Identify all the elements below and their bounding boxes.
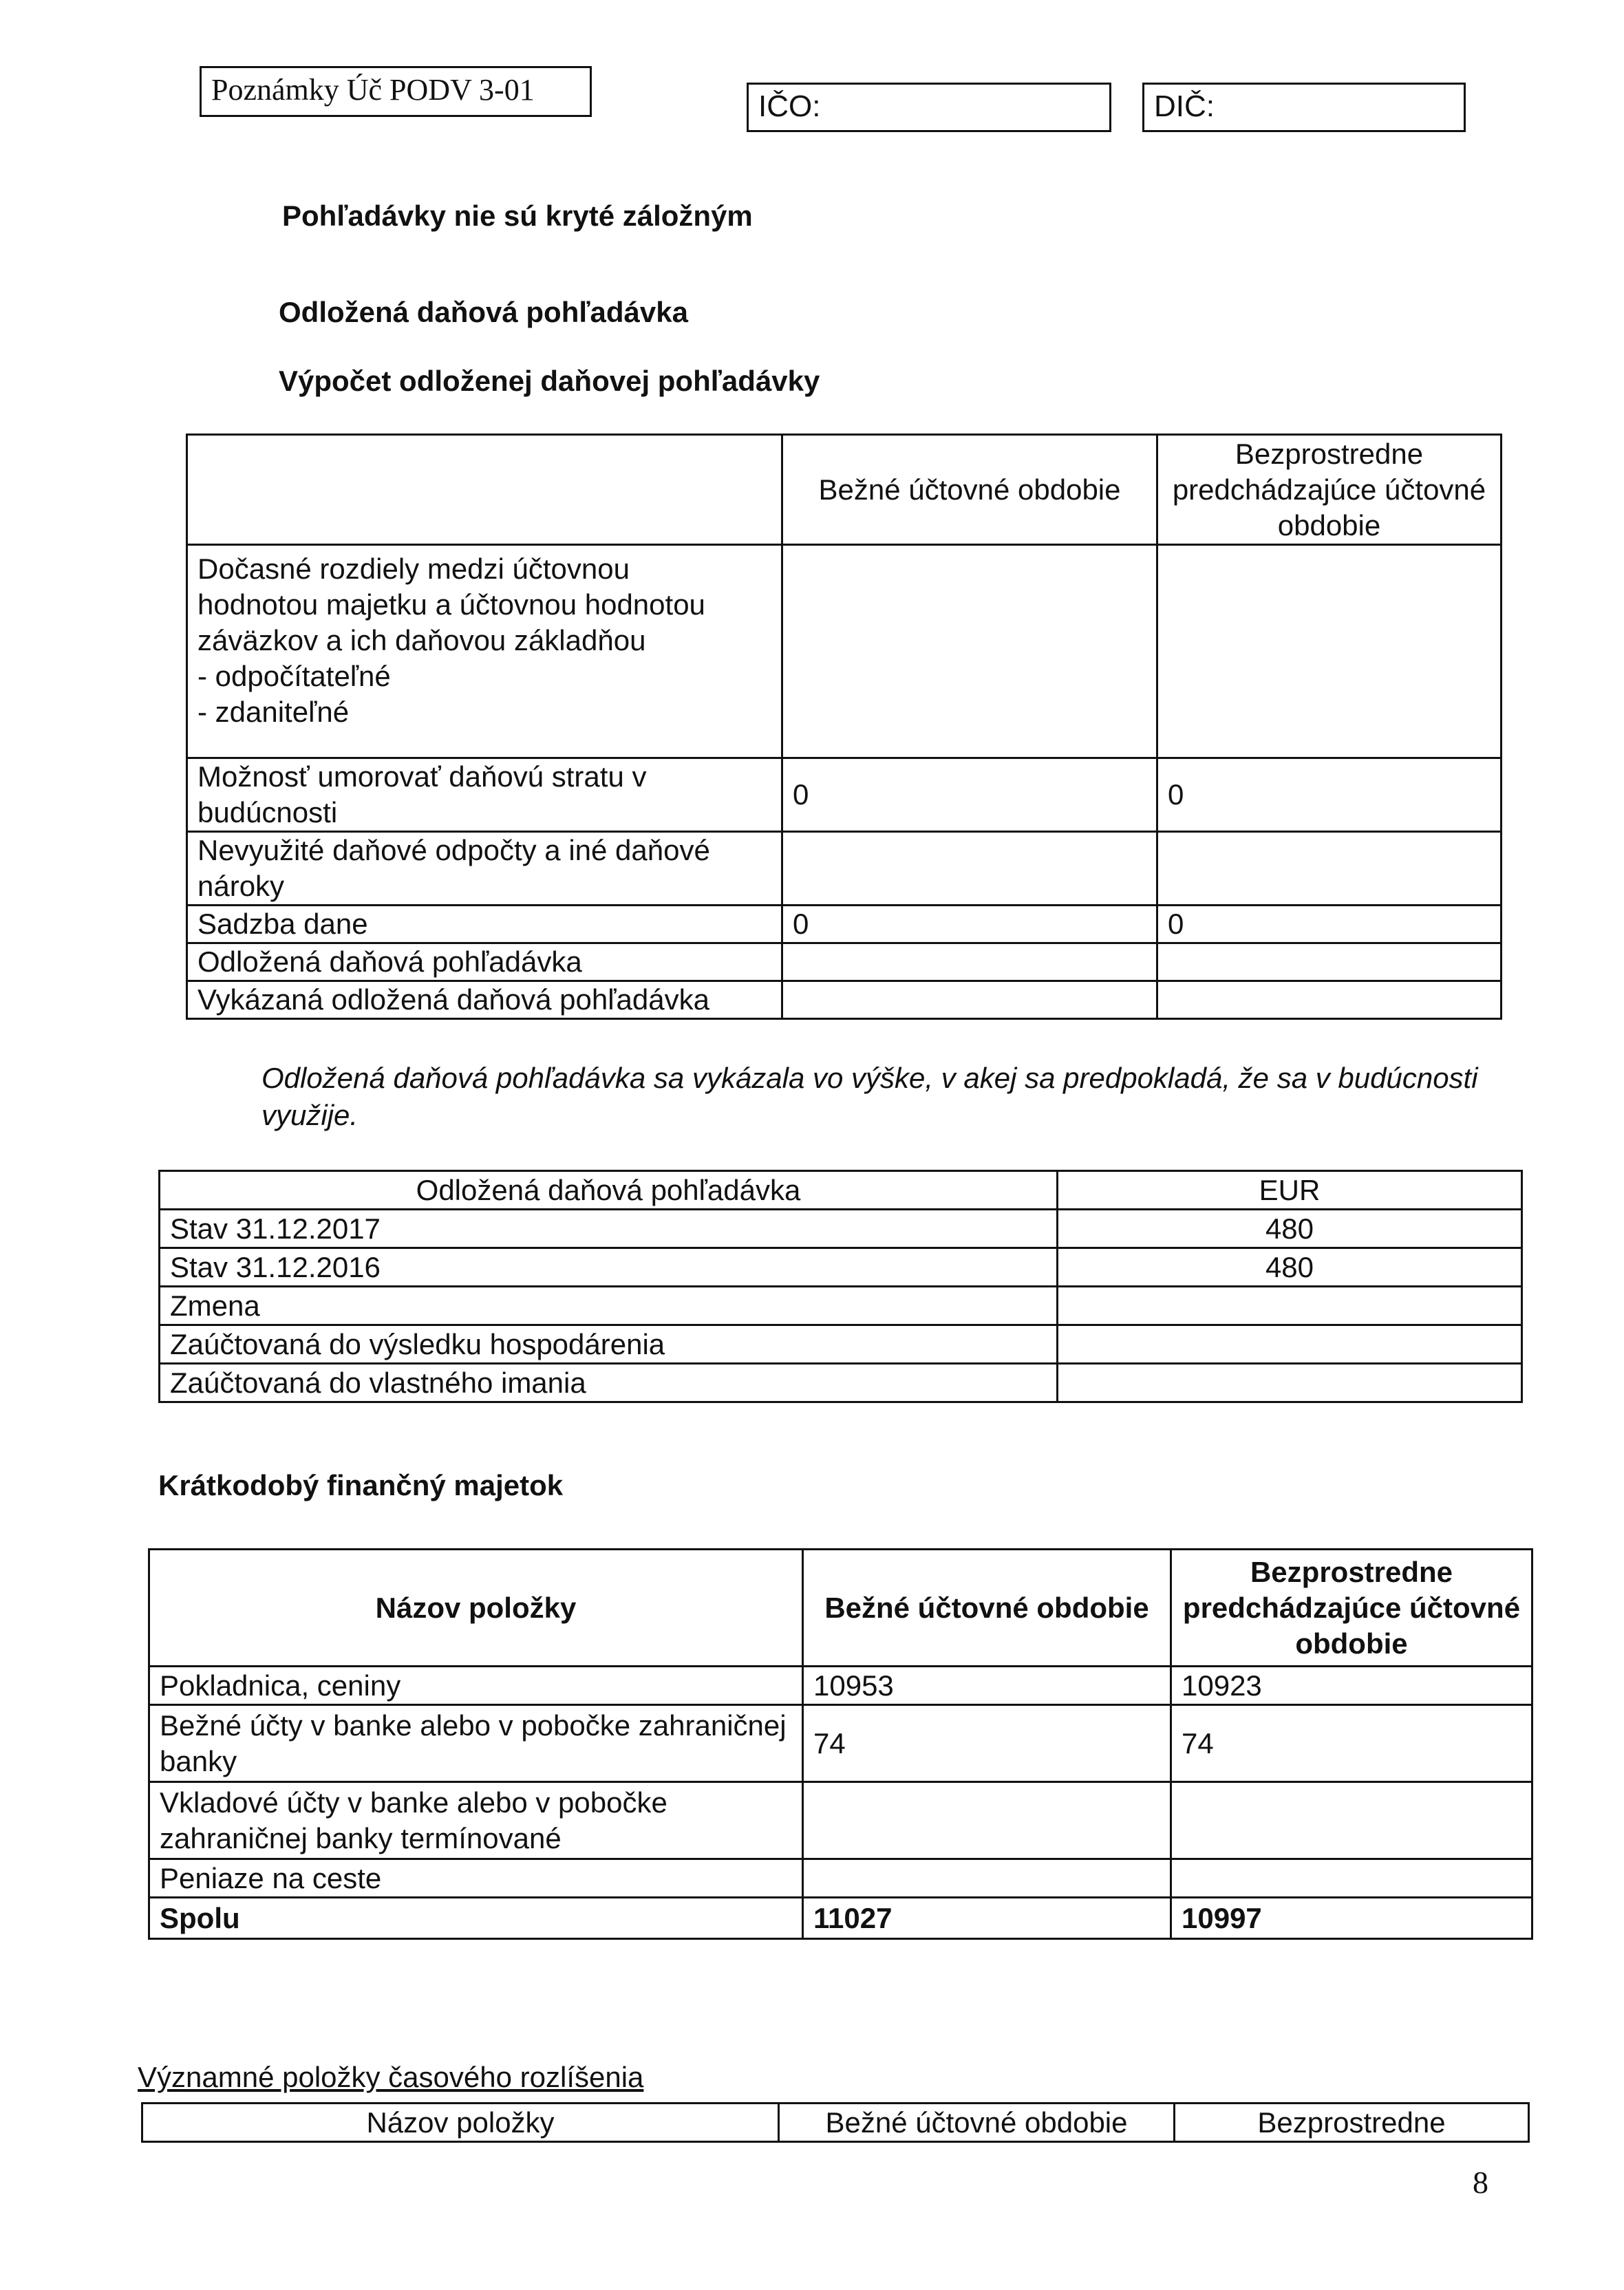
total-previous: 10997 (1171, 1898, 1532, 1939)
table-row (160, 1248, 1522, 1287)
row-value (1058, 1325, 1522, 1364)
row-current (803, 1782, 1171, 1859)
form-label-box (200, 66, 592, 117)
header-item-name: Názov položky (142, 2104, 779, 2142)
row-label: Nevyužité daňové odpočty a iné daňové nároky (187, 832, 782, 906)
table-header-row (149, 1550, 1532, 1667)
temp-diff-line: hodnotou majetku a účtovnou hodnotou (197, 588, 705, 621)
row-current (782, 832, 1157, 906)
row-label: Možnosť umorovať daňovú stratu v budúcnosti (187, 758, 782, 832)
header-empty-cell (187, 435, 782, 545)
heading-short-term-assets: Krátkodobý finančný majetok (158, 1469, 564, 1501)
row-current: 10953 (803, 1667, 1171, 1705)
row-label: Vykázaná odložená daňová pohľadávka (187, 981, 782, 1019)
form-label: Poznámky Úč PODV 3-01 (211, 73, 535, 107)
header-item: Odložená daňová pohľadávka (160, 1171, 1058, 1210)
row-value: 480 (1058, 1248, 1522, 1287)
heading-deferred-tax-receivable: Odložená daňová pohľadávka (279, 296, 688, 328)
header-current-period: Bežné účtovné obdobie (803, 1550, 1171, 1667)
row-label: Zaúčtovaná do vlastného imania (160, 1364, 1058, 1402)
table-row (187, 943, 1502, 981)
table-row (160, 1325, 1522, 1364)
table-row (149, 1667, 1532, 1705)
table-row (149, 1859, 1532, 1898)
header-previous-period: Bezprostredne (1175, 2104, 1529, 2142)
row-label: Stav 31.12.2016 (160, 1248, 1058, 1287)
table-row (160, 1364, 1522, 1402)
row-value (1058, 1287, 1522, 1325)
row-label: Zmena (160, 1287, 1058, 1325)
dic-label: DIČ: (1154, 89, 1215, 123)
total-row (149, 1898, 1532, 1939)
row-current: 0 (782, 906, 1157, 943)
heading-accruals: Významné položky časového rozlíšenia (138, 2061, 644, 2093)
table-row (149, 1705, 1532, 1782)
header-current-period: Bežné účtovné obdobie (782, 435, 1157, 545)
temp-diff-line: záväzkov a ich daňovou základňou (197, 624, 646, 656)
temp-diff-previous (1157, 545, 1502, 758)
row-label: Pokladnica, ceniny (149, 1667, 803, 1705)
ico-label: IČO: (758, 89, 821, 123)
total-label: Spolu (149, 1898, 803, 1939)
ico-field[interactable] (747, 83, 1111, 132)
table-header-row (160, 1171, 1522, 1210)
row-value (1058, 1364, 1522, 1402)
temp-diff-cell (187, 545, 782, 758)
deferred-tax-calc-table (186, 434, 1502, 1020)
dic-field[interactable] (1142, 83, 1466, 132)
row-value: 480 (1058, 1210, 1522, 1248)
page-number: 8 (1473, 2165, 1488, 2200)
table-header-row (187, 435, 1502, 545)
row-previous (1171, 1859, 1532, 1898)
row-previous (1157, 832, 1502, 906)
row-previous (1157, 943, 1502, 981)
temp-diff-line: - zdaniteľné (197, 696, 350, 728)
row-label: Sadzba dane (187, 906, 782, 943)
table-row (187, 758, 1502, 832)
heading-receivables-not-secured: Pohľadávky nie sú kryté záložným (282, 200, 753, 232)
table-row (187, 981, 1502, 1019)
row-previous: 0 (1157, 758, 1502, 832)
table-row (187, 545, 1502, 758)
row-label: Peniaze na ceste (149, 1859, 803, 1898)
row-label: Bežné účty v banke alebo v pobočke zahraničnej banky (149, 1705, 803, 1782)
row-previous (1171, 1782, 1532, 1859)
row-current: 74 (803, 1705, 1171, 1782)
header-previous-period: Bezprostredne predchádzajúce účtovné obdobie (1157, 435, 1502, 545)
accruals-table (141, 2102, 1530, 2143)
temp-diff-current (782, 545, 1157, 758)
row-label: Stav 31.12.2017 (160, 1210, 1058, 1248)
temp-diff-line: Dočasné rozdiely medzi účtovnou (197, 553, 630, 585)
header-current-period: Bežné účtovné obdobie (779, 2104, 1175, 2142)
short-term-assets-table (148, 1548, 1533, 1940)
table-row (160, 1210, 1522, 1248)
table-header-row (142, 2104, 1529, 2142)
row-current (782, 981, 1157, 1019)
table-row (187, 832, 1502, 906)
deferred-tax-note: Odložená daňová pohľadávka sa vykázala vo výške, v akej sa predpokladá, že sa v budúcnosti využije. (261, 1062, 1478, 1131)
total-current: 11027 (803, 1898, 1171, 1939)
row-previous: 0 (1157, 906, 1502, 943)
table-row (160, 1287, 1522, 1325)
row-current (803, 1859, 1171, 1898)
header-eur: EUR (1058, 1171, 1522, 1210)
row-current: 0 (782, 758, 1157, 832)
row-previous: 10923 (1171, 1667, 1532, 1705)
row-label: Zaúčtovaná do výsledku hospodárenia (160, 1325, 1058, 1364)
table-row (187, 906, 1502, 943)
deferred-tax-balance-table (158, 1170, 1523, 1403)
row-label: Odložená daňová pohľadávka (187, 943, 782, 981)
row-current (782, 943, 1157, 981)
table-row (149, 1782, 1532, 1859)
temp-diff-line: - odpočítateľné (197, 660, 391, 692)
header-item-name: Názov položky (149, 1550, 803, 1667)
row-previous (1157, 981, 1502, 1019)
heading-deferred-tax-calculation: Výpočet odloženej daňovej pohľadávky (279, 365, 820, 397)
header-previous-period: Bezprostredne predchádzajúce účtovné obdobie (1171, 1550, 1532, 1667)
row-previous: 74 (1171, 1705, 1532, 1782)
row-label: Vkladové účty v banke alebo v pobočke zahraničnej banky termínované (149, 1782, 803, 1859)
